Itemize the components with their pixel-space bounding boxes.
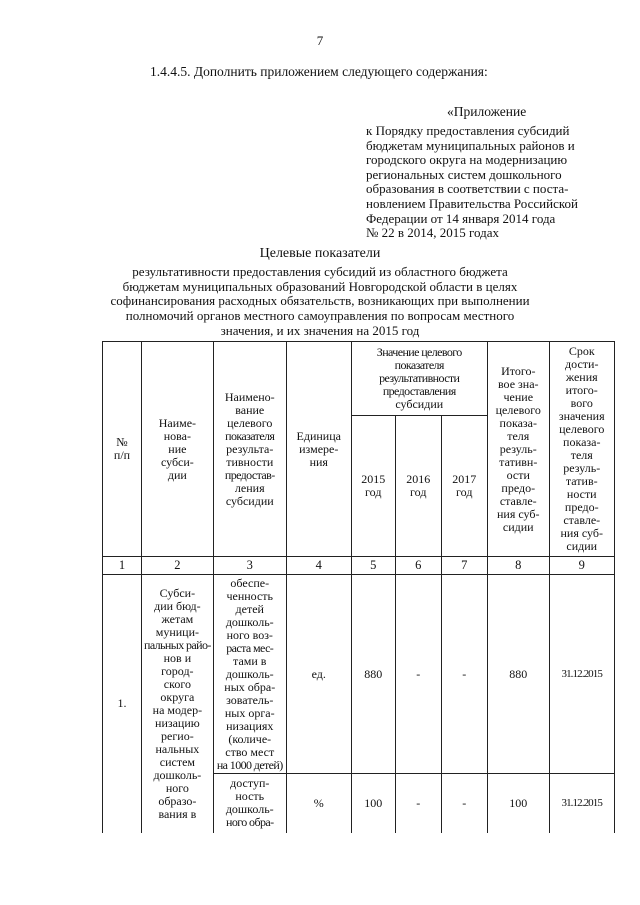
column-number: 9 [549,557,614,575]
text-line: тами в [233,653,267,668]
unit-value: ед. [286,575,351,774]
text-line: п/п [113,448,131,462]
text-line: целевого [495,402,541,417]
text-line: показателя [394,358,444,372]
text-line: ных обра- [224,679,276,694]
appendix-line: образования в соответствии с поста- [366,181,569,197]
text-line: резуль- [563,461,601,475]
appendix-line: региональных систем дошкольного [366,166,562,182]
text-line: ского [163,676,191,691]
text-line: тативн- [499,454,538,469]
text-line: целевого [227,415,273,430]
text-line: татив- [565,474,598,488]
appendix-line: новлением Правительства Российской [366,195,578,211]
appendix-line: городского округа на модернизацию [366,152,568,168]
header-indicator-name [213,342,286,557]
text-line: ставле- [563,513,601,527]
text-line: ние [168,441,187,456]
text-line: дии бюд- [154,598,201,613]
row-number: 1. [103,575,142,833]
value-2015: 880 [351,575,395,774]
text-line: ного [165,780,189,795]
column-number: 6 [395,557,441,575]
text-line: на модер- [152,702,203,717]
text-line: сидии [566,539,598,553]
column-number: 2 [142,557,214,575]
value-2015: 100 [351,774,395,833]
text-line: вание [235,402,265,417]
value-2017: - [441,575,487,774]
text-line: доступ- [230,776,270,791]
appendix-line: к Порядку предоставления субсидий [366,123,570,138]
subsidy-name [142,575,214,833]
deadline-value: 31.12.2015 [549,774,614,833]
indicators-table [102,341,615,833]
text-line: ния суб- [560,526,603,540]
text-line: сидии [502,519,534,534]
text-line: регио- [161,728,194,743]
total-value: 880 [487,575,549,774]
text-line: субсидии [225,493,274,508]
text-line: низациях [226,718,274,733]
indicator-name [213,774,286,833]
text-line: ности [566,487,597,501]
text-line: (количе- [228,731,272,746]
text-line: вое зна- [497,376,539,391]
deadline-value: 31.12.2015 [549,575,614,774]
text-line: обеспе- [230,575,270,590]
indicator-name [213,575,286,774]
text-line: ченность [226,588,274,603]
text-line: результативности [379,371,460,385]
text-line: дошколь- [225,802,274,817]
text-line: Срок [568,344,595,358]
header-total-value [487,342,549,557]
appendix-line: Федерации от 14 января 2014 года [366,210,556,226]
value-2016: - [395,575,441,774]
appendix-line: бюджетам муниципальных районов и [366,137,575,153]
column-number: 1 [103,557,142,575]
text-line: ния суб- [497,506,540,521]
header-number [103,342,142,557]
text-line: год [456,485,473,499]
text-line: ного обра- [226,815,274,830]
text-line: 2016 [406,472,431,486]
column-number: 8 [487,557,549,575]
text-line: нальных [155,741,200,756]
appendix-title: «Приложение [447,104,527,119]
text-line: значения [558,409,605,423]
subtitle-line: софинансирования расходных обязательств, возникающих при выполнении [110,293,530,309]
text-line: нов и [163,650,192,665]
text-line: дошколь- [153,767,202,782]
header-subsidy-name [142,342,214,557]
text-line: предостав- [224,467,275,482]
total-value: 100 [487,774,549,833]
section-subtitle [0,265,640,339]
text-line: ность [235,789,265,804]
value-2017: - [441,774,487,833]
text-line: ставле- [499,493,537,508]
text-line: раста мес- [226,640,274,655]
text-line: город- [161,663,194,678]
text-line: итого- [565,383,598,397]
text-line: № [116,435,128,449]
text-line: жетам [161,611,194,626]
text-line: Наиме- [158,415,197,430]
text-line: субсидии [395,397,444,411]
subtitle-line: значения, и их значения на 2015 год [220,322,420,338]
text-line: ости [506,467,530,482]
text-line: низацию [155,715,200,730]
header-target-value [351,342,487,416]
text-line: дошколь- [225,666,274,681]
intro-text: 1.4.4.5. Дополнить приложением следующего содержания: [150,64,488,79]
column-number: 4 [286,557,351,575]
text-line: детей [235,601,264,616]
text-line: дости- [565,357,599,371]
text-line: ния [309,454,328,469]
unit-value: % [286,774,351,833]
text-line: муници- [155,624,200,639]
text-line: предо- [564,500,599,514]
text-line: нова- [163,428,191,443]
text-line: субси- [160,454,194,469]
column-number: 7 [441,557,487,575]
column-number: 3 [213,557,286,575]
subtitle-line: результативности предоставления субсидий из областного бюджета [132,264,508,279]
text-line: Итого- [501,363,536,378]
text-line: резуль- [499,441,537,456]
text-line: 2017 [452,472,477,486]
text-line: ных орга- [224,705,275,720]
header-deadline [549,342,614,557]
text-line: ления [234,480,265,495]
text-line: предо- [501,480,536,495]
appendix-reference [366,124,606,241]
text-line: тивности [226,454,274,469]
page-number: 7 [316,33,324,48]
text-line: пальных райо- [144,637,211,652]
text-line: чение [503,389,534,404]
text-line: на 1000 детей) [216,757,283,772]
text-line: дошколь- [225,614,274,629]
header-year-2015 [351,416,395,557]
text-line: теля [507,428,530,443]
text-line: ство мест [225,744,275,759]
appendix-line: № 22 в 2014, 2015 годах [366,225,500,241]
text-line: Значение целевого [376,345,462,359]
text-line: вания в [158,806,197,821]
column-number: 5 [351,557,395,575]
text-line: год [410,485,427,499]
header-year-2016 [395,416,441,557]
table-row [103,575,615,774]
text-line: ного воз- [226,627,273,642]
text-line: показа- [499,415,537,430]
text-line: показа- [563,435,601,449]
text-line: зователь- [226,692,274,707]
header-year-2017 [441,416,487,557]
text-line: год [365,485,382,499]
text-line: вого [570,396,593,410]
text-line: систем [159,754,195,769]
value-2016: - [395,774,441,833]
text-line: образо- [158,793,197,808]
text-line: результа- [226,441,274,456]
text-line: Наимено- [224,389,275,404]
text-line: измере- [299,441,339,456]
text-line: жения [565,370,598,384]
header-unit [286,342,351,557]
text-line: показателя [225,428,275,443]
text-line: теля [570,448,593,462]
text-line: дии [167,467,187,482]
subtitle-line: бюджетам муниципальных образований Новгородской области в целях [122,278,518,294]
text-line: Субси- [159,585,196,600]
text-line: предоставления [382,384,456,398]
text-line: округа [160,689,195,704]
text-line: Единица [296,428,341,443]
section-title: Целевые показатели [259,246,381,261]
subtitle-line: полномочий органов местного самоуправления по вопросам местного [125,308,515,324]
text-line: целевого [559,422,605,436]
text-line: 2015 [361,472,386,486]
column-numbers-row [103,557,615,575]
